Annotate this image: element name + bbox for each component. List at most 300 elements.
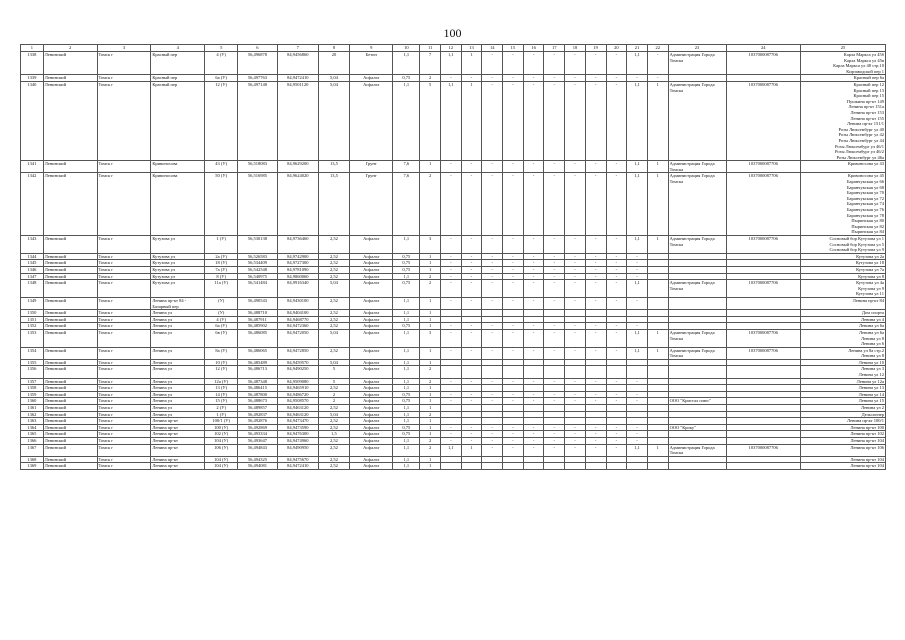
table-cell <box>461 418 482 425</box>
table-cell: Ленинский <box>43 161 97 173</box>
table-cell: - <box>565 75 586 82</box>
table-cell: 8а (У) <box>205 347 238 359</box>
table-cell: - <box>461 391 482 398</box>
table-cell: 56,516985 <box>238 173 277 236</box>
table-cell: Томск г <box>97 323 151 330</box>
table-cell: - <box>441 173 462 236</box>
table-cell <box>668 316 726 323</box>
table-cell: 2 <box>420 444 441 456</box>
table-row <box>21 266 886 273</box>
table-cell: 1 <box>461 52 482 75</box>
table-cell: 1338 <box>21 52 44 75</box>
table-cell: - <box>585 253 606 260</box>
table-cell: - <box>627 297 648 309</box>
table-cell <box>726 323 800 330</box>
table-cell: Ленина ул 6а Ленина ул 8 Ленина ул 6 <box>800 329 885 347</box>
table-cell: - <box>627 260 648 267</box>
table-cell: - <box>503 323 524 330</box>
register-table <box>20 44 886 470</box>
table-cell <box>523 359 544 366</box>
table-cell: 1 <box>420 359 441 366</box>
table-cell: Кривоносова <box>151 161 205 173</box>
table-cell: 1360 <box>21 398 44 405</box>
table-cell <box>441 385 462 392</box>
table-cell: Администрация Города Томска <box>668 81 726 160</box>
table-cell: 84,9916340 <box>277 280 318 298</box>
table-row <box>21 424 886 431</box>
table-cell: Асфальт <box>349 310 392 317</box>
table-cell: - <box>482 378 503 385</box>
table-cell <box>726 359 800 366</box>
table-cell <box>668 418 726 425</box>
table-cell: 84,9472360 <box>277 323 318 330</box>
table-cell: Администрация Города Томска <box>668 347 726 359</box>
table-cell: Ленина пр-кт <box>151 418 205 425</box>
table-cell: 1,1 <box>393 347 420 359</box>
table-cell: 1347 <box>21 273 44 280</box>
table-cell: Ленинский <box>43 431 97 438</box>
table-cell: 13,5 <box>318 161 349 173</box>
table-cell: 104 (У) <box>205 456 238 463</box>
column-number-cell: 1 <box>21 45 44 52</box>
table-cell: 84,9430100 <box>277 297 318 309</box>
table-cell: Ленина ул <box>151 411 205 418</box>
table-cell: - <box>441 253 462 260</box>
column-number-row <box>21 45 886 52</box>
table-cell: 5,04 <box>318 329 349 347</box>
table-cell: 2,52 <box>318 236 349 254</box>
table-cell: - <box>606 424 627 431</box>
table-cell <box>726 316 800 323</box>
table-cell: - <box>523 347 544 359</box>
table-cell: - <box>482 438 503 445</box>
table-cell: Ленинский <box>43 456 97 463</box>
table-cell <box>647 463 668 470</box>
table-cell: - <box>482 161 503 173</box>
table-cell: 1,1 <box>627 280 648 298</box>
table-cell: - <box>544 398 565 405</box>
table-cell: - <box>461 260 482 267</box>
table-row <box>21 161 886 173</box>
table-cell <box>668 260 726 267</box>
column-number-cell: 3 <box>97 45 151 52</box>
table-cell <box>585 456 606 463</box>
column-number-cell: 5 <box>205 45 238 52</box>
column-number-cell: 16 <box>523 45 544 52</box>
table-cell: Асфальт <box>349 359 392 366</box>
table-cell: - <box>565 280 586 298</box>
table-cell <box>585 310 606 317</box>
table-cell: Асфальт <box>349 431 392 438</box>
page-number: 100 <box>443 26 462 40</box>
column-number-cell: 21 <box>627 45 648 52</box>
table-cell: 1 <box>420 398 441 405</box>
table-cell: 1 <box>647 347 668 359</box>
table-cell: Ленинский <box>43 260 97 267</box>
table-cell: 1356 <box>21 366 44 378</box>
table-cell: - <box>544 253 565 260</box>
table-cell <box>523 366 544 378</box>
table-cell <box>606 316 627 323</box>
table-cell: 4 (У) <box>205 316 238 323</box>
table-cell: - <box>461 297 482 309</box>
table-cell <box>523 385 544 392</box>
table-cell <box>726 438 800 445</box>
table-cell: - <box>503 75 524 82</box>
table-cell <box>668 391 726 398</box>
table-cell <box>482 418 503 425</box>
table-cell: - <box>441 398 462 405</box>
table-cell: Администрация Города Томска <box>668 236 726 254</box>
table-cell: 0,75 <box>393 391 420 398</box>
table-cell: Ленинский <box>43 329 97 347</box>
table-cell: Ленина пр-кт <box>151 431 205 438</box>
table-cell: 2,52 <box>318 444 349 456</box>
table-cell: Ленина пр-кт 102 <box>800 431 885 438</box>
table-cell: Ленинский <box>43 316 97 323</box>
table-cell <box>668 411 726 418</box>
table-cell <box>523 405 544 412</box>
table-cell <box>565 310 586 317</box>
table-cell <box>606 310 627 317</box>
table-cell: Томск г <box>97 273 151 280</box>
table-cell: - <box>585 297 606 309</box>
table-cell: - <box>482 236 503 254</box>
table-cell: 1,1 <box>393 359 420 366</box>
table-cell: - <box>565 378 586 385</box>
table-cell: Красный пер 12 Красный пер 13 Красный пер 15 Пушкина пр-кт 149 Ленина пр-кт 151а Ленина пр-кт 153 Ленина пр-кт 155 Ленина пр-кт 151/1 Розы Люксембург ул 40 Розы Люксембург ул 42 Розы Люксембург ул 44 Розы Люксембург ул 46/1 Розы Люксембург ул 46/2 Розы Люксембург ул 46а <box>800 81 885 160</box>
table-cell <box>726 431 800 438</box>
table-cell: - <box>585 266 606 273</box>
table-cell: Ленинский <box>43 273 97 280</box>
table-cell: - <box>441 161 462 173</box>
table-cell: Кутузова ул <box>151 260 205 267</box>
table-cell: 14 (У) <box>205 391 238 398</box>
table-cell: 1037000087706 <box>726 236 800 254</box>
table-cell: 1 <box>420 161 441 173</box>
table-cell: 1341 <box>21 161 44 173</box>
table-cell: Ленина ул <box>151 391 205 398</box>
table-cell: - <box>585 398 606 405</box>
table-cell: 1339 <box>21 75 44 82</box>
table-cell: Асфальт <box>349 260 392 267</box>
table-cell <box>647 266 668 273</box>
table-cell: Ленинский <box>43 280 97 298</box>
table-cell: Ленина пр-кт 84 - Базарный пер <box>151 297 205 309</box>
table-cell: 1345 <box>21 260 44 267</box>
table-cell: - <box>565 438 586 445</box>
table-cell <box>544 418 565 425</box>
table-cell: Ленинский <box>43 347 97 359</box>
table-cell <box>627 405 648 412</box>
table-cell: - <box>503 280 524 298</box>
table-cell: - <box>544 161 565 173</box>
table-cell: Томск г <box>97 316 151 323</box>
table-cell: 5 <box>318 366 349 378</box>
table-cell <box>647 418 668 425</box>
table-cell: Красный пер <box>151 81 205 160</box>
table-cell: 2 <box>420 366 441 378</box>
table-cell: Томск г <box>97 260 151 267</box>
table-cell: Томск г <box>97 347 151 359</box>
table-cell: Ленина ул <box>151 316 205 323</box>
table-cell: Кутузова ул 2а <box>800 253 885 260</box>
table-cell: - <box>503 297 524 309</box>
table-cell <box>544 366 565 378</box>
table-cell: 84,9490250 <box>277 366 318 378</box>
table-cell: - <box>482 173 503 236</box>
table-cell: 1357 <box>21 378 44 385</box>
table-row <box>21 438 886 445</box>
table-cell: - <box>585 173 606 236</box>
table-cell: 1368 <box>21 456 44 463</box>
table-cell: 1,1 <box>627 444 648 456</box>
table-cell: 1 <box>420 385 441 392</box>
table-cell: Асфальт <box>349 81 392 160</box>
table-cell: 1037000087706 <box>726 52 800 75</box>
table-row <box>21 431 886 438</box>
table-cell: Ленина ул 12а <box>800 378 885 385</box>
table-row <box>21 253 886 260</box>
table-cell <box>668 456 726 463</box>
table-cell: 56,486415 <box>238 385 277 392</box>
table-cell: 1352 <box>21 323 44 330</box>
table-cell: Ленинский <box>43 378 97 385</box>
table-row <box>21 385 886 392</box>
table-cell: - <box>503 438 524 445</box>
table-cell <box>647 411 668 418</box>
table-cell: Асфальт <box>349 273 392 280</box>
table-cell: 7 <box>420 52 441 75</box>
table-cell: 1,1 <box>393 411 420 418</box>
table-cell: 1 <box>420 316 441 323</box>
table-row <box>21 366 886 378</box>
table-cell <box>523 418 544 425</box>
table-cell: - <box>647 75 668 82</box>
table-cell: Томск г <box>97 398 151 405</box>
table-cell: - <box>461 424 482 431</box>
table-cell: Ленина пр-кт 100/1 <box>800 418 885 425</box>
table-cell: 2 <box>420 378 441 385</box>
table-cell <box>441 456 462 463</box>
table-cell: 5 <box>318 378 349 385</box>
table-cell: 84,9456860 <box>277 52 318 75</box>
table-cell: - <box>565 266 586 273</box>
table-cell <box>544 411 565 418</box>
table-row <box>21 359 886 366</box>
table-cell: 56,485902 <box>238 323 277 330</box>
table-cell: 106 (У) <box>205 444 238 456</box>
table-cell: - <box>441 347 462 359</box>
table-cell: - <box>503 253 524 260</box>
table-cell: - <box>523 161 544 173</box>
table-cell <box>503 405 524 412</box>
table-cell: 84,9472850 <box>277 347 318 359</box>
table-cell: 1 <box>461 81 482 160</box>
table-cell <box>627 385 648 392</box>
table-cell: Томск г <box>97 81 151 160</box>
table-cell: 1,1 <box>393 456 420 463</box>
table-cell <box>647 391 668 398</box>
table-cell: 1 <box>420 391 441 398</box>
table-cell: Томск г <box>97 297 151 309</box>
table-cell: 1 (У) <box>205 236 238 254</box>
table-cell: 84,9490950 <box>277 444 318 456</box>
table-cell: - <box>544 424 565 431</box>
table-row <box>21 280 886 298</box>
table-cell <box>461 411 482 418</box>
table-cell: Асфальт <box>349 266 392 273</box>
table-cell: 1340 <box>21 81 44 160</box>
table-cell: - <box>523 378 544 385</box>
table-cell <box>647 260 668 267</box>
table-cell: - <box>585 391 606 398</box>
table-cell: 56,488710 <box>238 310 277 317</box>
table-row <box>21 297 886 309</box>
table-cell: 2 <box>420 438 441 445</box>
table-cell <box>606 411 627 418</box>
table-cell: Асфальт <box>349 347 392 359</box>
table-cell <box>726 411 800 418</box>
table-cell: 84,9465910 <box>277 385 318 392</box>
table-cell: 1037000087706 <box>726 329 800 347</box>
table-cell: Томск г <box>97 411 151 418</box>
table-cell: - <box>606 260 627 267</box>
table-cell: 1 <box>420 310 441 317</box>
column-number-cell: 17 <box>544 45 565 52</box>
table-cell: Асфальт <box>349 385 392 392</box>
table-cell <box>565 359 586 366</box>
table-cell: 1,1 <box>393 444 420 456</box>
table-cell <box>461 456 482 463</box>
table-cell: - <box>585 347 606 359</box>
table-cell <box>726 418 800 425</box>
table-cell: - <box>585 438 606 445</box>
table-cell <box>565 463 586 470</box>
table-cell <box>606 456 627 463</box>
table-cell: Ленина ул 2 <box>800 405 885 412</box>
table-cell: 1363 <box>21 418 44 425</box>
table-cell: Ленина ул 14 <box>800 391 885 398</box>
table-cell: - <box>606 81 627 160</box>
table-row <box>21 444 886 456</box>
table-cell: 84,9472050 <box>277 329 318 347</box>
table-cell: 4 (У) <box>205 52 238 75</box>
table-cell: Асфальт <box>349 323 392 330</box>
table-cell: 0,75 <box>393 280 420 298</box>
table-cell: Томск г <box>97 456 151 463</box>
table-cell: - <box>523 260 544 267</box>
table-cell: 1354 <box>21 347 44 359</box>
table-cell: 11а (У) <box>205 280 238 298</box>
table-cell: Карла Маркса ул 45б Карла Маркса ул 45в Карла Маркса ул 48 стр.10 Кирзаводской пер 1 <box>800 52 885 75</box>
table-cell: 56,486085 <box>238 329 277 347</box>
table-cell <box>482 405 503 412</box>
table-cell <box>544 463 565 470</box>
table-cell <box>441 418 462 425</box>
table-cell: 84,9459570 <box>277 359 318 366</box>
table-cell: - <box>565 260 586 267</box>
column-number-cell: 22 <box>647 45 668 52</box>
table-cell: - <box>565 347 586 359</box>
table-cell: Ленина пр-кт 100 <box>800 424 885 431</box>
table-cell <box>503 411 524 418</box>
table-cell: 84,9629200 <box>277 161 318 173</box>
table-cell: - <box>503 273 524 280</box>
table-cell: Томск г <box>97 75 151 82</box>
table-cell: - <box>565 161 586 173</box>
table-cell: Дом спорта <box>800 310 885 317</box>
table-cell <box>461 310 482 317</box>
table-cell: - <box>482 431 503 438</box>
table-cell: 0,75 <box>393 75 420 82</box>
table-cell: 1,1 <box>627 347 648 359</box>
table-cell: 2 <box>318 398 349 405</box>
table-cell: 1,1 <box>393 405 420 412</box>
table-cell <box>503 316 524 323</box>
table-cell <box>503 385 524 392</box>
table-cell: - <box>585 81 606 160</box>
table-cell: 10 (У) <box>205 359 238 366</box>
table-cell: Томск г <box>97 391 151 398</box>
table-cell: 3 <box>420 236 441 254</box>
table-cell <box>503 359 524 366</box>
table-cell: - <box>627 438 648 445</box>
table-cell: 2,52 <box>318 385 349 392</box>
table-row <box>21 398 886 405</box>
table-cell <box>503 310 524 317</box>
table-cell <box>627 359 648 366</box>
table-cell: 1 <box>420 323 441 330</box>
table-row <box>21 378 886 385</box>
table-cell <box>726 424 800 431</box>
table-cell: 1 <box>420 266 441 273</box>
table-cell: 102 (У) <box>205 431 238 438</box>
table-cell <box>726 253 800 260</box>
table-cell: 56,490543 <box>238 297 277 309</box>
table-cell: - <box>441 431 462 438</box>
table-cell <box>726 297 800 309</box>
table-cell: 56,494325 <box>238 456 277 463</box>
table-cell <box>668 438 726 445</box>
table-cell: Кутузова ул 4а Кутузова ул 9 Кутузова ул 11 <box>800 280 885 298</box>
table-cell: - <box>503 173 524 236</box>
table-cell <box>726 260 800 267</box>
table-cell: - <box>482 266 503 273</box>
table-cell: - <box>585 378 606 385</box>
table-cell: Томск г <box>97 52 151 75</box>
table-cell: - <box>461 438 482 445</box>
table-cell: Ленинский <box>43 418 97 425</box>
table-cell: 104 (У) <box>205 438 238 445</box>
table-cell: - <box>441 280 462 298</box>
table-cell <box>544 385 565 392</box>
table-cell: Грунт <box>349 161 392 173</box>
table-cell: - <box>482 297 503 309</box>
table-cell: - <box>482 444 503 456</box>
table-cell: Ленина ул <box>151 398 205 405</box>
table-cell: - <box>503 347 524 359</box>
table-cell: - <box>441 297 462 309</box>
table-cell: 1,1 <box>393 366 420 378</box>
table-cell: - <box>627 323 648 330</box>
table-cell: - <box>482 81 503 160</box>
table-cell: - <box>606 438 627 445</box>
table-cell: 1,1 <box>441 444 462 456</box>
table-cell: - <box>544 280 565 298</box>
table-cell: - <box>482 253 503 260</box>
table-cell <box>565 385 586 392</box>
